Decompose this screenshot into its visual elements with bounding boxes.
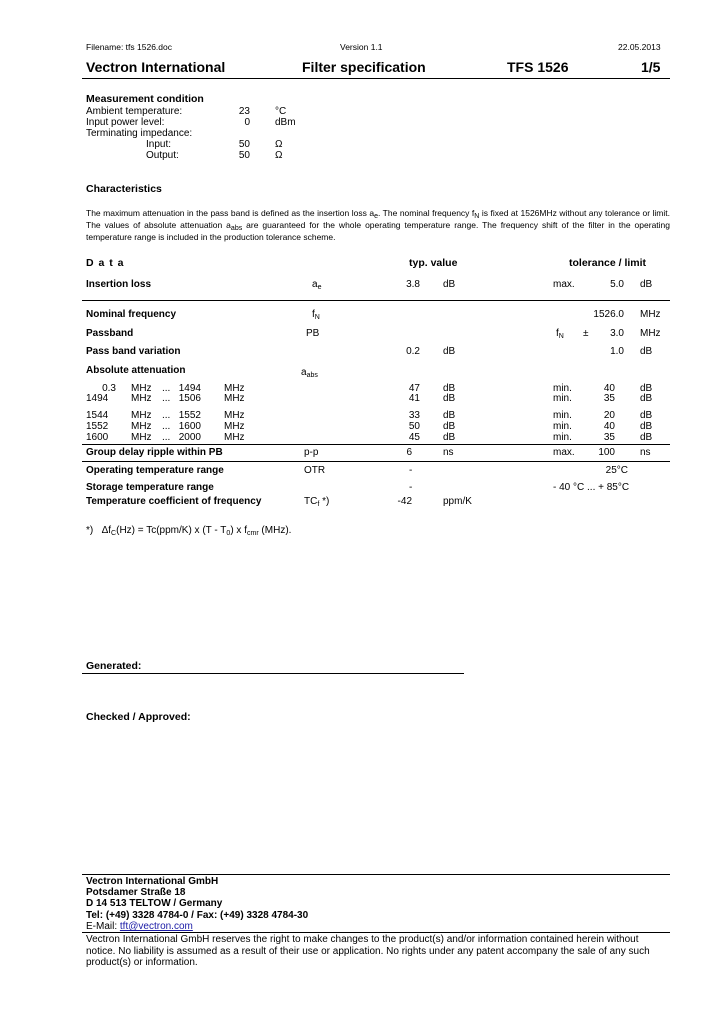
att-unit: MHz (131, 421, 152, 432)
variation-typ: 0.2 (406, 346, 420, 357)
variation-limit-unit: dB (640, 346, 653, 357)
att-unit: MHz (224, 410, 245, 421)
att-limit-type: min. (553, 383, 572, 394)
att-to: 2000 (178, 432, 201, 443)
footer-street: Potsdamer Straße 18 (86, 887, 186, 898)
att-typ: 33 (408, 410, 420, 421)
output-label: Output: (146, 150, 179, 161)
footer-email-label: E-Mail: (86, 921, 118, 932)
att-limit: 35 (603, 432, 615, 443)
att-dots: ... (162, 393, 171, 404)
tolerance-heading: tolerance / limit (569, 257, 647, 269)
insertion-loss-unit: dB (443, 279, 456, 290)
insertion-loss-typ: 3.8 (406, 279, 420, 290)
row-rule (82, 444, 670, 445)
input-label: Input: (146, 139, 172, 150)
att-limit-unit: dB (640, 421, 653, 432)
att-limit: 20 (603, 410, 615, 421)
group-delay-limit-type: max. (553, 447, 575, 458)
operating-temp-typ: - (409, 465, 413, 476)
insertion-loss-label: Insertion loss (86, 279, 152, 290)
att-typ: 50 (408, 421, 420, 432)
header-rule (82, 78, 670, 79)
passband-plus-minus: ± (583, 328, 589, 339)
passband-value: 3.0 (610, 328, 624, 339)
nominal-frequency-label: Nominal frequency (86, 309, 177, 320)
output-value: 50 (238, 150, 250, 161)
att-from: 1552 (86, 421, 109, 432)
att-to: 1506 (178, 393, 201, 404)
characteristics-paragraph: The maximum attenuation in the pass band is defined as the insertion loss $a_e$. The nominal frequency $f_N$ is fixed at 1526MHz without any tolerance or limit. The values of absolute attenuation $a_{abs}$ are guaranteed for the whole operating temperature range. The frequency shift of the filter in the operating temperature range is included in the production tolerance scheme. (86, 208, 670, 242)
generated-signature-line (82, 673, 464, 674)
passband-unit: MHz (640, 328, 661, 339)
footer-rule (82, 874, 670, 875)
att-dots: ... (162, 410, 171, 421)
impedance-label: Terminating impedance: (86, 128, 193, 139)
operating-temp-label: Operating temperature range (86, 465, 224, 476)
att-unit: MHz (224, 432, 245, 443)
absolute-attenuation-symbol: $a_{abs}$ (301, 367, 318, 379)
insertion-loss-limit-unit: dB (640, 279, 653, 290)
footer-disclaimer: Vectron International GmbH reserves the right to make changes to the product(s) and/or information contained herein without notice. No liability is assumed as a result of their use or application. No rights under any patent accompany the sale of any such product(s) or information. (86, 934, 650, 968)
att-to: 1600 (178, 421, 201, 432)
att-unit: MHz (224, 421, 245, 432)
att-typ: 45 (408, 432, 420, 443)
characteristics-title: Characteristics (86, 183, 162, 195)
att-unit: MHz (131, 410, 152, 421)
header-company: Vectron International (86, 59, 226, 75)
att-unit: MHz (224, 383, 245, 394)
operating-temp-value: 25°C (605, 465, 628, 476)
footer-email-link[interactable]: tft@vectron.com (119, 921, 193, 932)
att-limit-unit: dB (640, 393, 653, 404)
att-from: 1600 (86, 432, 109, 443)
att-limit-unit: dB (640, 383, 653, 394)
nominal-frequency-value: 1526.0 (593, 309, 624, 320)
footnote: *) $\Delta f_C(Hz) = Tc(ppm/K)$ x $(T - T_0)$ x $f_{cmr}$ (MHz). (86, 525, 292, 537)
att-typ-unit: dB (443, 410, 456, 421)
group-delay-limit: 100 (598, 447, 615, 458)
footer-phone: Tel: (+49) 3328 4784-0 / Fax: (+49) 3328 4784-30 (86, 910, 309, 921)
group-delay-label: Group delay ripple within PB (86, 447, 223, 458)
footer-rule (82, 932, 670, 933)
generated-label: Generated: (86, 660, 142, 672)
header-date: 22.05.2013 (618, 42, 661, 52)
storage-temp-typ: - (409, 482, 413, 493)
absolute-attenuation-label: Absolute attenuation (86, 365, 186, 376)
header-filename: Filename: tfs 1526.doc (86, 42, 172, 52)
att-to: 1494 (178, 383, 201, 394)
att-typ-unit: dB (443, 421, 456, 432)
passband-fn: $f_N$ (556, 328, 564, 340)
att-limit: 35 (603, 393, 615, 404)
att-limit-type: min. (553, 393, 572, 404)
tcf-symbol: $TC_f$ *) (304, 496, 330, 508)
footer-company: Vectron International GmbH (86, 876, 219, 887)
output-unit: Ω (275, 150, 283, 161)
data-heading: D a t a (86, 257, 125, 269)
header-version: Version 1.1 (340, 42, 383, 52)
att-typ-unit: dB (443, 393, 456, 404)
variation-label: Pass band variation (86, 346, 181, 357)
att-from: 1494 (86, 393, 109, 404)
header-product: TFS 1526 (507, 59, 569, 75)
att-typ: 47 (408, 383, 420, 394)
att-limit-type: min. (553, 421, 572, 432)
att-typ-unit: dB (443, 432, 456, 443)
passband-label: Passband (86, 328, 134, 339)
header-doc-title: Filter specification (302, 59, 426, 75)
group-delay-limit-unit: ns (640, 447, 651, 458)
storage-temp-value: - 40 °C ... + 85°C (553, 482, 630, 493)
insertion-loss-limit: 5.0 (610, 279, 624, 290)
passband-symbol: PB (306, 328, 320, 339)
nominal-frequency-unit: MHz (640, 309, 661, 320)
att-dots: ... (162, 432, 171, 443)
att-from: 0.3 (102, 383, 116, 394)
att-typ-unit: dB (443, 383, 456, 394)
att-dots: ... (162, 421, 171, 432)
power-label: Input power level: (86, 117, 165, 128)
variation-unit: dB (443, 346, 456, 357)
input-value: 50 (238, 139, 250, 150)
att-limit-unit: dB (640, 410, 653, 421)
group-delay-unit: ns (443, 447, 454, 458)
tcf-unit: ppm/K (443, 496, 472, 507)
variation-limit: 1.0 (610, 346, 624, 357)
operating-temp-symbol: OTR (304, 465, 326, 476)
row-rule (82, 300, 670, 301)
row-rule (82, 461, 670, 462)
input-unit: Ω (275, 139, 283, 150)
ambient-value: 23 (238, 106, 250, 117)
tcf-typ: -42 (397, 496, 412, 507)
insertion-loss-limit-type: max. (553, 279, 575, 290)
insertion-loss-symbol: $a_e$ (312, 279, 322, 291)
header-page-number: 1/5 (641, 59, 661, 75)
att-unit: MHz (131, 432, 152, 443)
att-limit-unit: dB (640, 432, 653, 443)
att-unit: MHz (131, 393, 152, 404)
att-unit: MHz (224, 393, 245, 404)
att-dots: ... (162, 383, 171, 394)
checked-approved-label: Checked / Approved: (86, 711, 191, 723)
typ-value-heading: typ. value (409, 257, 458, 269)
storage-temp-label: Storage temperature range (86, 482, 214, 493)
att-limit: 40 (603, 421, 615, 432)
group-delay-typ: 6 (406, 447, 412, 458)
measurement-title: Measurement condition (86, 93, 204, 105)
power-value: 0 (244, 117, 250, 128)
footer-city: D 14 513 TELTOW / Germany (86, 898, 223, 909)
att-to: 1552 (178, 410, 201, 421)
power-unit: dBm (275, 117, 296, 128)
att-typ: 41 (408, 393, 420, 404)
att-limit: 40 (603, 383, 615, 394)
group-delay-symbol: p-p (304, 447, 319, 458)
footer-email-row (86, 921, 193, 932)
att-from: 1544 (86, 410, 109, 421)
ambient-label: Ambient temperature: (86, 106, 183, 117)
ambient-unit: °C (275, 106, 287, 117)
att-limit-type: min. (553, 432, 572, 443)
att-limit-type: min. (553, 410, 572, 421)
att-unit: MHz (131, 383, 152, 394)
tcf-label: Temperature coefficient of frequency (86, 496, 262, 507)
nominal-frequency-symbol: $f_N$ (312, 309, 320, 321)
